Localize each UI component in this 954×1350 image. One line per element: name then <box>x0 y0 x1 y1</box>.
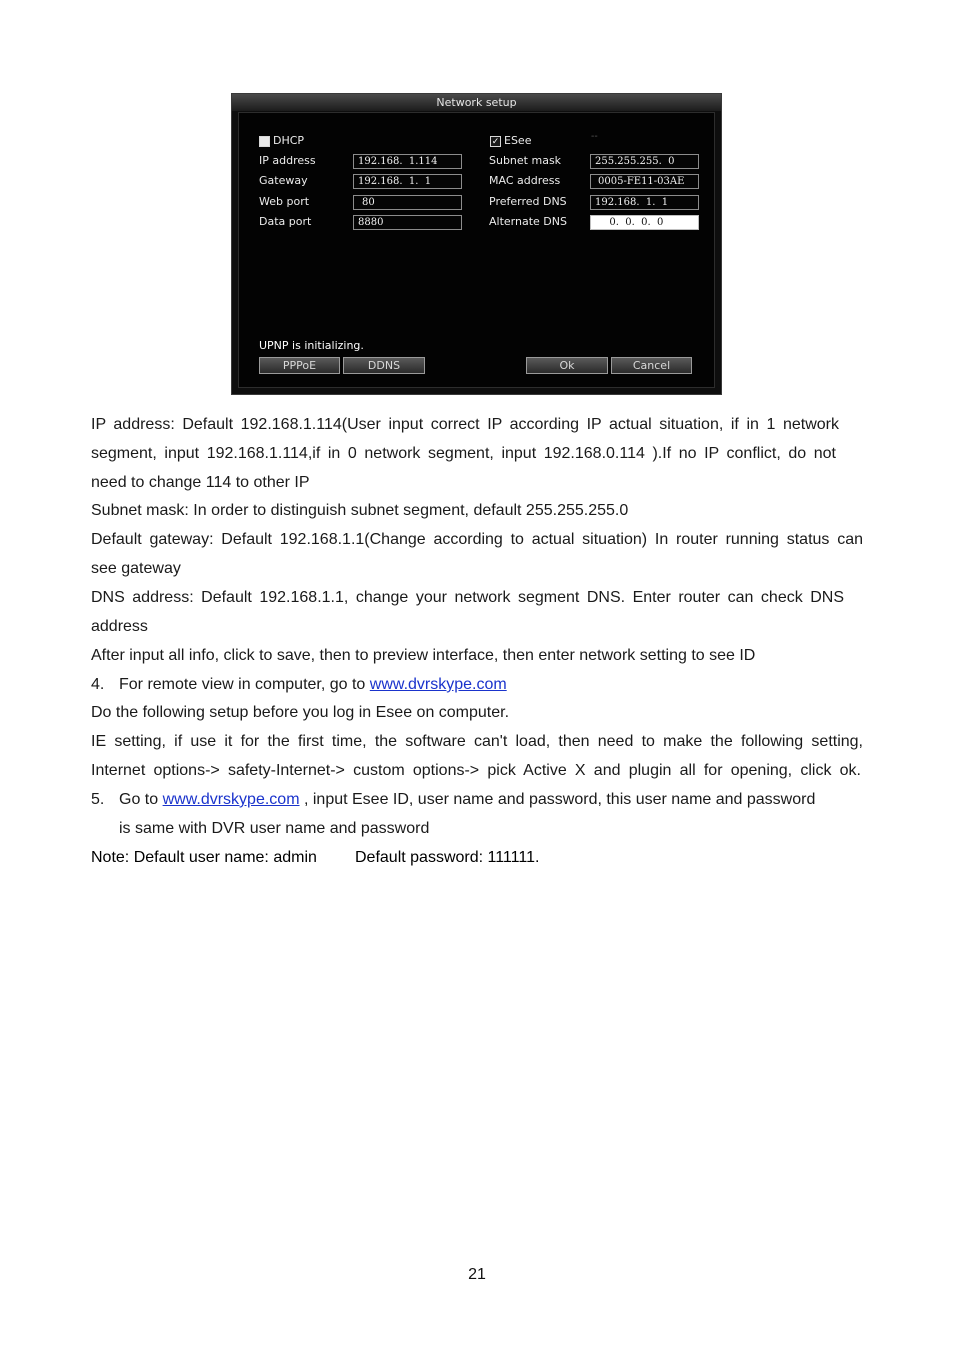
subnet-mask-label: Subnet mask <box>489 154 562 167</box>
mac-address-field[interactable]: 0005-FE11-03AE <box>590 174 699 189</box>
pppoe-button[interactable]: PPPoE <box>259 357 340 374</box>
step5-line2: is same with DVR user name and password <box>119 820 430 837</box>
cancel-button[interactable]: Cancel <box>611 357 692 374</box>
ip-address-paragraph-line3: need to change 114 to other IP <box>91 474 310 491</box>
step4-label: For remote view in computer, go to <box>119 676 366 693</box>
ip-address-paragraph-line1: IP address: Default 192.168.1.114(User input correct IP according IP actual situation, if in 1 network <box>91 416 839 433</box>
web-port-label: Web port <box>259 195 310 208</box>
alternate-dns-field[interactable]: 0. 0. 0. 0 <box>590 215 699 230</box>
dns-paragraph-line2: address <box>91 618 148 635</box>
ip-address-field[interactable]: 192.168. 1.114 <box>353 154 462 169</box>
ip-address-paragraph-line2: segment, input 192.168.1.114,if in 0 network segment, input 192.168.0.114 ).If no IP conflict, do not <box>91 445 836 462</box>
esee-id-value: -- <box>591 131 598 142</box>
gateway-paragraph-line1: Default gateway: Default 192.168.1.1(Change according to actual situation) In router running status can <box>91 531 863 548</box>
gateway-label: Gateway <box>259 174 308 187</box>
step5-rest: , input Esee ID, user name and password, this user name and password <box>303 791 816 808</box>
ddns-button[interactable]: DDNS <box>343 357 425 374</box>
step4-number: 4. <box>91 676 105 693</box>
dialog-body <box>238 112 715 388</box>
network-setup-dialog <box>231 93 722 395</box>
gateway-field[interactable]: 192.168. 1. 1 <box>353 174 462 189</box>
ie-setting-paragraph-line1: IE setting, if use it for the first time, the software can't load, then need to make the following setting, <box>91 733 863 750</box>
subnet-mask-field[interactable]: 255.255.255. 0 <box>590 154 699 169</box>
page-number: 21 <box>468 1266 486 1283</box>
dhcp-checkbox[interactable] <box>259 136 270 147</box>
step5-number: 5. <box>91 791 105 808</box>
note-default-user: Note: Default user name: admin <box>91 849 317 866</box>
dhcp-label: DHCP <box>273 134 305 147</box>
ok-button[interactable]: Ok <box>526 357 608 374</box>
upnp-status: UPNP is initializing. <box>259 339 364 352</box>
web-port-field[interactable]: 80 <box>353 195 462 210</box>
preferred-dns-label: Preferred DNS <box>489 195 567 208</box>
dialog-title: Network setup <box>232 94 721 111</box>
esee-checkbox[interactable]: ✓ <box>491 136 500 146</box>
ip-address-label: IP address <box>259 154 316 167</box>
data-port-field[interactable]: 8880 <box>353 215 462 230</box>
note-default-password: Default password: 111111. <box>355 849 540 866</box>
dvrskype-link[interactable]: www.dvrskype.com <box>369 676 507 693</box>
preferred-dns-field[interactable]: 192.168. 1. 1 <box>590 195 699 210</box>
dvrskype-link-2[interactable]: www.dvrskype.com <box>162 791 300 808</box>
mac-address-label: MAC address <box>489 174 561 187</box>
data-port-label: Data port <box>259 215 312 228</box>
after-input-paragraph: After input all info, click to save, then to preview interface, then enter network setting to see ID <box>91 647 756 664</box>
subnet-mask-paragraph: Subnet mask: In order to distinguish subnet segment, default 255.255.255.0 <box>91 502 629 519</box>
step5-label: Go to <box>119 791 159 808</box>
step4-text <box>119 675 507 695</box>
dns-paragraph-line1: DNS address: Default 192.168.1.1, change your network segment DNS. Enter router can check DNS <box>91 589 844 606</box>
esee-label: ESee <box>504 134 532 147</box>
gateway-paragraph-line2: see gateway <box>91 560 181 577</box>
setup-before-login-paragraph: Do the following setup before you log in Esee on computer. <box>91 704 510 721</box>
ie-setting-paragraph-line2: Internet options-> safety-Internet-> custom options-> pick Active X and plugin all for opening, click ok. <box>91 762 861 779</box>
step5-text <box>119 790 815 810</box>
alternate-dns-label: Alternate DNS <box>489 215 567 228</box>
